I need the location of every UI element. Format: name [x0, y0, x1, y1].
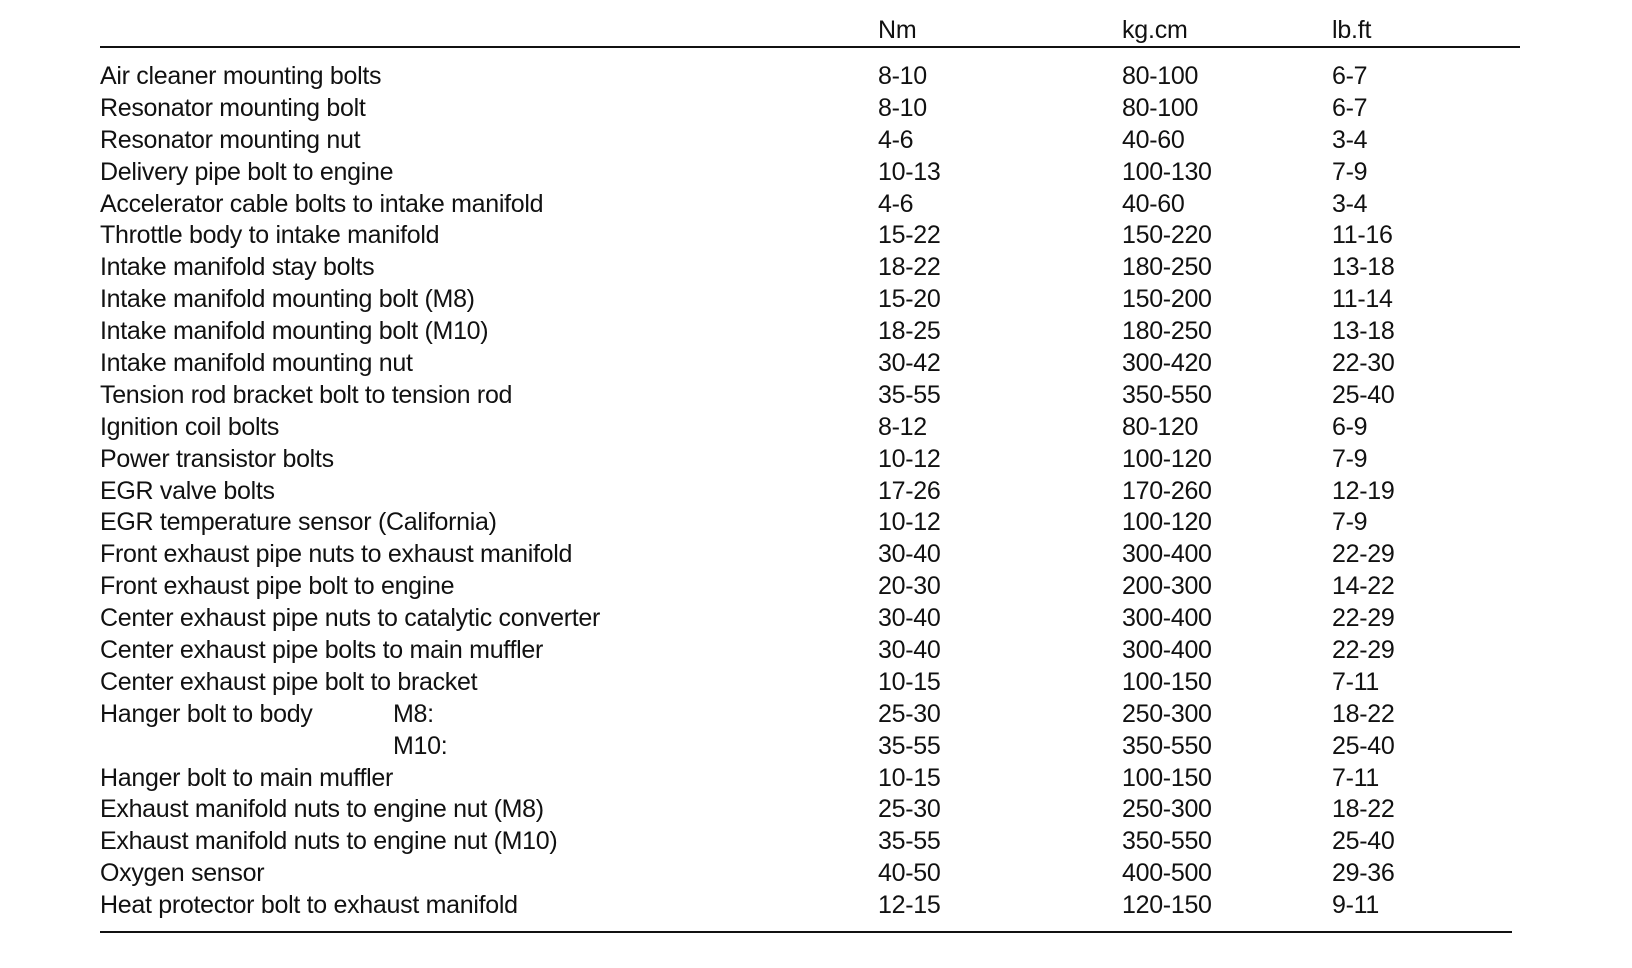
nm-cell: 20-30	[878, 572, 941, 601]
header-lbft: lb.ft	[1332, 16, 1372, 44]
nm-cell: 40-50	[878, 859, 941, 888]
item-cell: Exhaust manifold nuts to engine nut (M10)	[100, 827, 558, 856]
lbft-cell: 25-40	[1332, 827, 1395, 856]
item-cell: EGR temperature sensor (California)	[100, 508, 497, 537]
kgcm-cell: 180-250	[1122, 317, 1212, 346]
nm-cell: 30-40	[878, 604, 941, 633]
kgcm-cell: 150-220	[1122, 221, 1212, 250]
table-row	[100, 379, 1512, 411]
item-cell: Front exhaust pipe nuts to exhaust manifold	[100, 540, 573, 569]
table-header	[100, 10, 1520, 48]
lbft-cell: 11-14	[1332, 285, 1393, 314]
table-row	[100, 634, 1512, 666]
item-cell: Heat protector bolt to exhaust manifold	[100, 891, 518, 920]
table-row	[100, 475, 1512, 507]
nm-cell: 35-55	[878, 827, 941, 856]
nm-cell: 10-13	[878, 157, 941, 186]
nm-cell: 18-25	[878, 317, 941, 346]
nm-cell: 25-30	[878, 795, 941, 824]
kgcm-cell: 100-150	[1122, 763, 1212, 792]
item-cell: Resonator mounting bolt	[100, 93, 366, 122]
kgcm-cell: 40-60	[1122, 189, 1185, 218]
nm-cell: 8-10	[878, 93, 927, 122]
item-cell: Front exhaust pipe bolt to engine	[100, 572, 455, 601]
table-row	[100, 156, 1512, 188]
item-cell: Hanger bolt to body	[100, 699, 313, 728]
table-row	[100, 538, 1512, 570]
nm-cell: 10-15	[878, 667, 941, 696]
nm-cell: 10-12	[878, 444, 941, 473]
sub-label-cell: M8:	[393, 699, 434, 728]
nm-cell: 35-55	[878, 380, 941, 409]
item-cell: Resonator mounting nut	[100, 125, 361, 154]
nm-cell: 15-22	[878, 221, 941, 250]
item-cell: Intake manifold mounting bolt (M10)	[100, 317, 489, 346]
item-cell: Accelerator cable bolts to intake manifold	[100, 189, 544, 218]
lbft-cell: 25-40	[1332, 731, 1395, 760]
nm-cell: 4-6	[878, 125, 914, 154]
lbft-cell: 6-7	[1332, 93, 1368, 122]
table-row	[100, 857, 1512, 889]
kgcm-cell: 80-120	[1122, 412, 1199, 441]
item-cell: Air cleaner mounting bolts	[100, 62, 382, 90]
lbft-cell: 7-11	[1332, 667, 1379, 696]
nm-cell: 10-15	[878, 763, 941, 792]
lbft-cell: 13-18	[1332, 253, 1395, 282]
kgcm-cell: 100-150	[1122, 667, 1212, 696]
kgcm-cell: 100-130	[1122, 157, 1212, 186]
item-cell: Delivery pipe bolt to engine	[100, 157, 394, 186]
lbft-cell: 12-19	[1332, 476, 1395, 505]
table-row	[100, 219, 1512, 251]
item-cell: Power transistor bolts	[100, 444, 334, 473]
kgcm-cell: 180-250	[1122, 253, 1212, 282]
lbft-cell: 22-29	[1332, 604, 1395, 633]
lbft-cell: 22-30	[1332, 349, 1395, 378]
kgcm-cell: 350-550	[1122, 827, 1212, 856]
nm-cell: 10-12	[878, 508, 941, 537]
header-kgcm: kg.cm	[1122, 16, 1188, 44]
table-row	[100, 506, 1512, 538]
item-cell: Intake manifold mounting bolt (M8)	[100, 285, 475, 314]
item-cell: EGR valve bolts	[100, 476, 275, 505]
table-body	[100, 48, 1512, 933]
nm-cell: 18-22	[878, 253, 941, 282]
kgcm-cell: 150-200	[1122, 285, 1212, 314]
kgcm-cell: 170-260	[1122, 476, 1212, 505]
nm-cell: 25-30	[878, 699, 941, 728]
table-row	[100, 602, 1512, 634]
table-row	[100, 698, 1512, 730]
item-cell: Ignition coil bolts	[100, 412, 280, 441]
sub-label-cell: M10:	[393, 731, 448, 760]
kgcm-cell: 300-400	[1122, 636, 1212, 665]
table-row	[100, 570, 1512, 602]
nm-cell: 30-40	[878, 540, 941, 569]
lbft-cell: 7-11	[1332, 763, 1379, 792]
nm-cell: 12-15	[878, 891, 941, 920]
kgcm-cell: 200-300	[1122, 572, 1212, 601]
item-cell: Throttle body to intake manifold	[100, 221, 440, 250]
table-row	[100, 443, 1512, 475]
lbft-cell: 6-7	[1332, 62, 1368, 90]
header-nm: Nm	[878, 16, 917, 44]
kgcm-cell: 350-550	[1122, 731, 1212, 760]
table-row	[100, 347, 1512, 379]
nm-cell: 30-40	[878, 636, 941, 665]
torque-spec-table	[100, 10, 1520, 933]
item-cell: Center exhaust pipe bolts to main muffler	[100, 636, 544, 665]
kgcm-cell: 300-400	[1122, 604, 1212, 633]
lbft-cell: 7-9	[1332, 157, 1368, 186]
table-row	[100, 411, 1512, 443]
lbft-cell: 22-29	[1332, 540, 1395, 569]
kgcm-cell: 250-300	[1122, 699, 1212, 728]
table-row	[100, 825, 1512, 857]
lbft-cell: 3-4	[1332, 189, 1368, 218]
lbft-cell: 14-22	[1332, 572, 1395, 601]
table-row	[100, 315, 1512, 347]
table-row	[100, 283, 1512, 315]
table-row	[100, 793, 1512, 825]
nm-cell: 17-26	[878, 476, 941, 505]
lbft-cell: 18-22	[1332, 699, 1395, 728]
lbft-cell: 25-40	[1332, 380, 1395, 409]
table-row	[100, 889, 1512, 921]
table-row	[100, 762, 1512, 794]
nm-cell: 8-12	[878, 412, 927, 441]
lbft-cell: 13-18	[1332, 317, 1395, 346]
item-cell: Intake manifold stay bolts	[100, 253, 375, 282]
lbft-cell: 7-9	[1332, 508, 1368, 537]
kgcm-cell: 350-550	[1122, 380, 1212, 409]
lbft-cell: 3-4	[1332, 125, 1368, 154]
table-row	[100, 92, 1512, 124]
nm-cell: 15-20	[878, 285, 941, 314]
kgcm-cell: 120-150	[1122, 891, 1212, 920]
nm-cell: 4-6	[878, 189, 914, 218]
item-cell: Hanger bolt to main muffler	[100, 763, 393, 792]
nm-cell: 30-42	[878, 349, 941, 378]
lbft-cell: 9-11	[1332, 891, 1379, 920]
item-cell: Center exhaust pipe bolt to bracket	[100, 667, 478, 696]
lbft-cell: 7-9	[1332, 444, 1368, 473]
kgcm-cell: 300-400	[1122, 540, 1212, 569]
item-cell: Oxygen sensor	[100, 859, 265, 888]
lbft-cell: 29-36	[1332, 859, 1395, 888]
kgcm-cell: 100-120	[1122, 444, 1212, 473]
table-row	[100, 251, 1512, 283]
table-row	[100, 188, 1512, 220]
kgcm-cell: 300-420	[1122, 349, 1212, 378]
nm-cell: 8-10	[878, 62, 927, 90]
kgcm-cell: 400-500	[1122, 859, 1212, 888]
item-cell: Center exhaust pipe nuts to catalytic converter	[100, 604, 601, 633]
lbft-cell: 18-22	[1332, 795, 1395, 824]
table-row	[100, 730, 1512, 762]
table-row	[100, 666, 1512, 698]
lbft-cell: 6-9	[1332, 412, 1368, 441]
item-cell: Tension rod bracket bolt to tension rod	[100, 380, 513, 409]
nm-cell: 35-55	[878, 731, 941, 760]
kgcm-cell: 100-120	[1122, 508, 1212, 537]
table-row	[100, 124, 1512, 156]
kgcm-cell: 250-300	[1122, 795, 1212, 824]
kgcm-cell: 80-100	[1122, 93, 1199, 122]
item-cell: Intake manifold mounting nut	[100, 349, 413, 378]
table-row	[100, 60, 1512, 92]
lbft-cell: 11-16	[1332, 221, 1393, 250]
kgcm-cell: 80-100	[1122, 62, 1199, 90]
item-cell: Exhaust manifold nuts to engine nut (M8)	[100, 795, 544, 824]
lbft-cell: 22-29	[1332, 636, 1395, 665]
kgcm-cell: 40-60	[1122, 125, 1185, 154]
